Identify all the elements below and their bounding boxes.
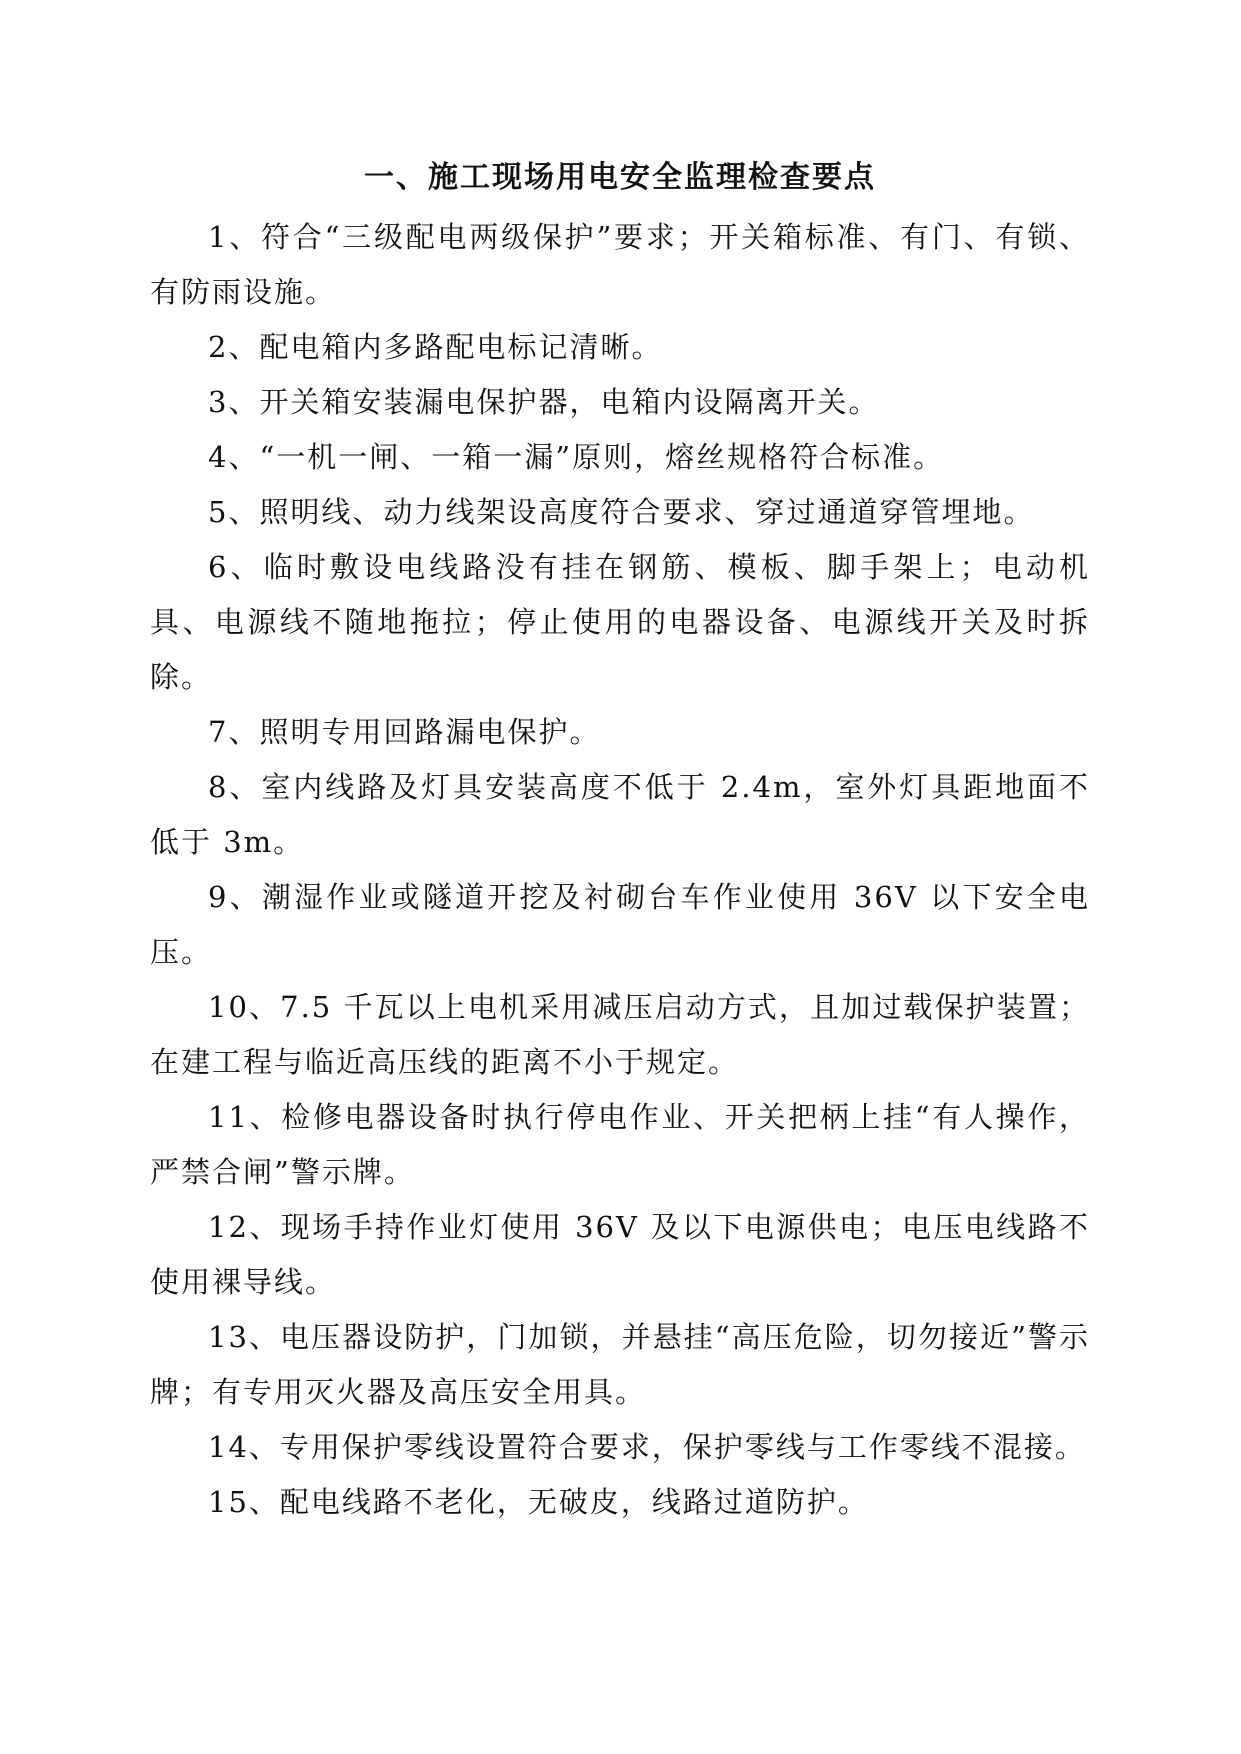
list-item: 10、7.5 千瓦以上电机采用减压启动方式，且加过载保护装置；在建工程与临近高压线的距离不小于规定。 xyxy=(150,990,1090,1079)
list-item: 5、照明线、动力线架设高度符合要求、穿过通道穿管埋地。 xyxy=(208,495,1035,529)
list-item: 9、潮湿作业或隧道开挖及衬砌台车作业使用 36V 以下安全电压。 xyxy=(150,880,1090,969)
list-item: 3、开关箱安装漏电保护器，电箱内设隔离开关。 xyxy=(208,385,880,419)
list-item: 6、临时敷设电线路没有挂在钢筋、模板、脚手架上；电动机具、电源线不随地拖拉；停止使用的电器设备、电源线开关及时拆除。 xyxy=(150,550,1090,694)
list-item: 12、现场手持作业灯使用 36V 及以下电源供电；电压电线路不使用裸导线。 xyxy=(150,1210,1090,1299)
list-item: 1、符合“三级配电两级保护”要求；开关箱标准、有门、有锁、有防雨设施。 xyxy=(150,220,1090,309)
list-item: 2、配电箱内多路配电标记清晰。 xyxy=(208,330,663,364)
list-item: 7、照明专用回路漏电保护。 xyxy=(208,715,601,749)
list-item: 15、配电线路不老化，无破皮，线路过道防护。 xyxy=(208,1485,869,1519)
document-page xyxy=(150,150,1090,1530)
document-title: 一、施工现场用电安全监理检查要点 xyxy=(364,160,876,195)
list-item: 4、“一机一闸、一箱一漏”原则，熔丝规格符合标准。 xyxy=(208,440,945,474)
list-item: 13、电压器设防护，门加锁，并悬挂“高压危险，切勿接近”警示牌；有专用灭火器及高压安全用具。 xyxy=(150,1320,1090,1409)
list-item: 8、室内线路及灯具安装高度不低于 2.4m，室外灯具距地面不低于 3m。 xyxy=(150,770,1090,859)
list-item: 11、检修电器设备时执行停电作业、开关把柄上挂“有人操作，严禁合闸”警示牌。 xyxy=(150,1100,1090,1189)
list-item: 14、专用保护零线设置符合要求，保护零线与工作零线不混接。 xyxy=(208,1430,1086,1464)
